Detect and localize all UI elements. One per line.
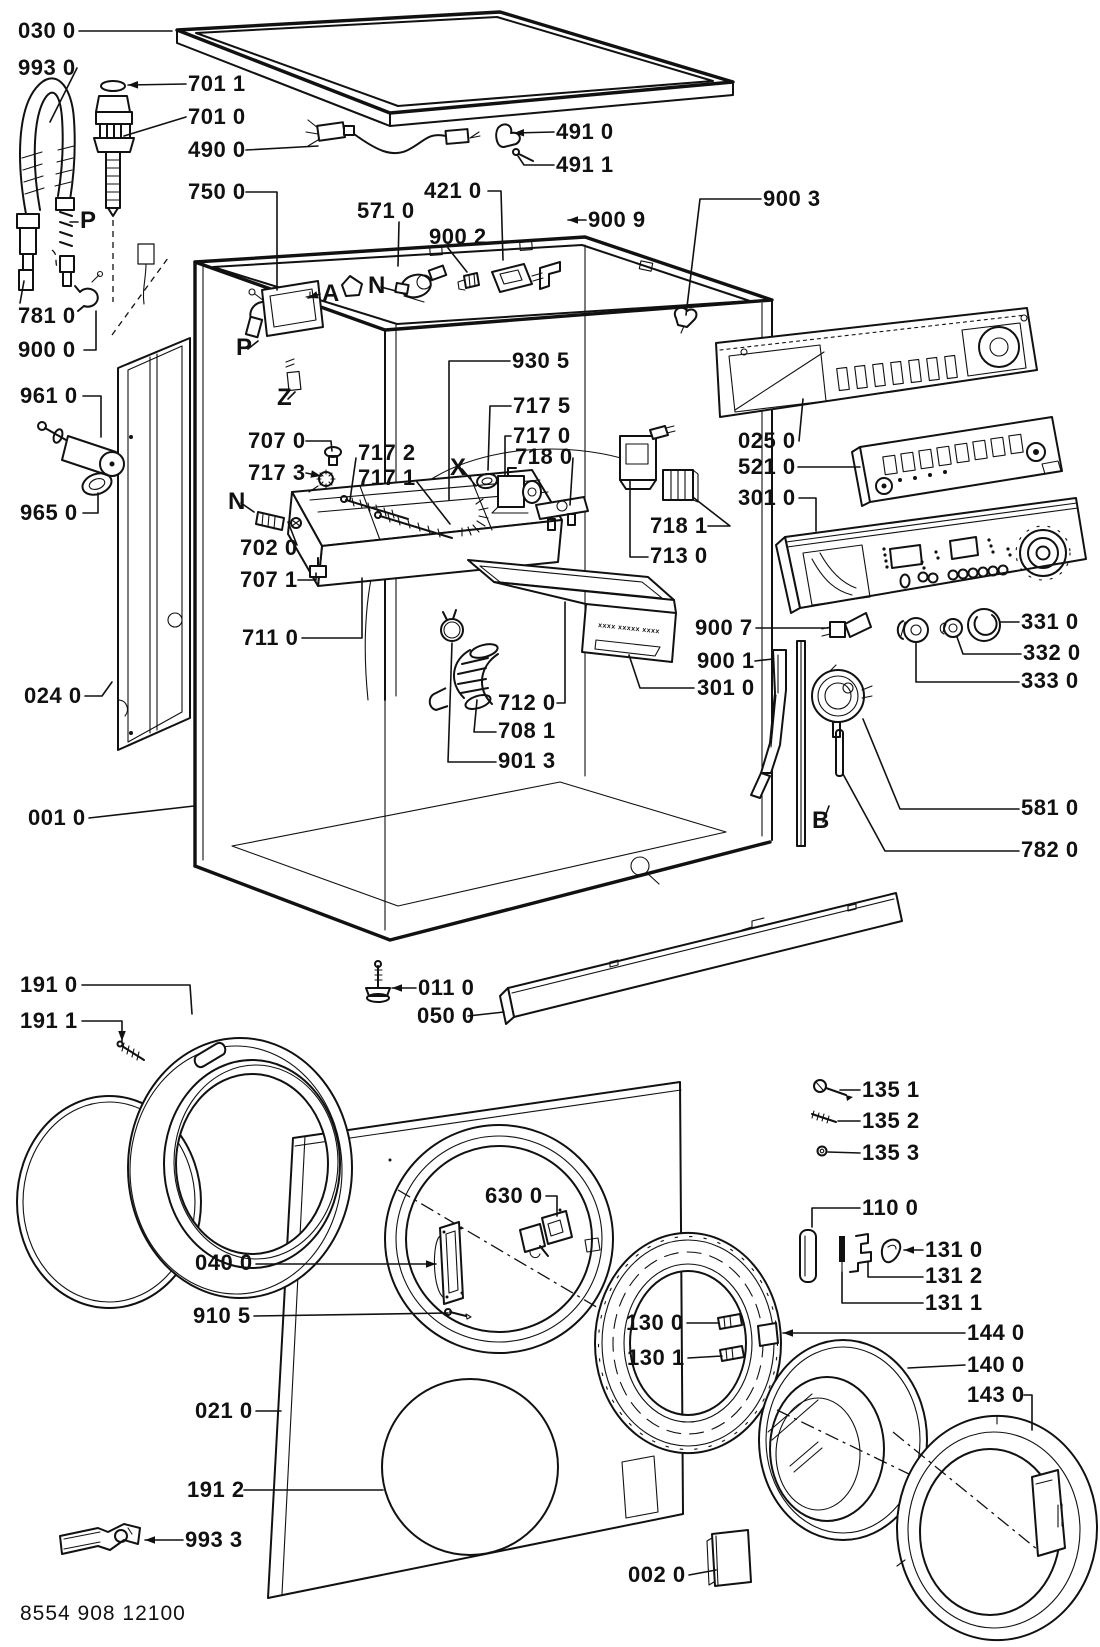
part-callout: 050 0 [417, 1003, 475, 1028]
part-callout: 331 0 [1021, 609, 1079, 634]
part-callout: 782 0 [1021, 837, 1079, 862]
part-callout: 707 1 [240, 567, 298, 592]
part-callout: 191 1 [20, 1008, 78, 1033]
leader-line [89, 806, 194, 818]
leader-arrowhead [145, 1536, 155, 1544]
part-callout: 301 0 [697, 675, 755, 700]
part-callout: 110 0 [862, 1195, 919, 1220]
leader-line [689, 1570, 716, 1575]
leader-line [85, 682, 112, 696]
reference-letter: P [236, 334, 253, 361]
leader-line [84, 311, 96, 350]
part-callout: 144 0 [967, 1320, 1025, 1345]
part-callout: 630 0 [485, 1183, 543, 1208]
part-callout: 900 9 [588, 207, 646, 232]
part-callout: 001 0 [28, 805, 86, 830]
part-callout: 571 0 [357, 198, 415, 223]
cover-flap [707, 1530, 751, 1586]
leader-line [246, 146, 318, 150]
part-callout: 708 1 [498, 718, 556, 743]
part-callout: 900 0 [18, 337, 76, 362]
console-frame [716, 308, 1037, 417]
wiring-harness [306, 120, 533, 161]
part-callout: 900 7 [695, 615, 753, 640]
control-fascia [776, 498, 1086, 613]
top-panel [177, 12, 733, 126]
leader-line [488, 406, 511, 470]
leader-arrowhead [783, 1329, 793, 1337]
stud-135-2 [812, 1111, 836, 1123]
part-callout: 143 0 [967, 1382, 1025, 1407]
leader-line [843, 774, 1019, 851]
part-callout: 717 3 [248, 460, 306, 485]
leader-line [799, 498, 816, 531]
part-callout: 701 1 [188, 71, 246, 96]
part-callout: 131 0 [925, 1237, 983, 1262]
leader-line [302, 578, 362, 638]
inner-door-ring [595, 1233, 781, 1453]
transit-bolt-tool [60, 1524, 140, 1554]
shock-absorber [38, 422, 124, 476]
part-callout: 135 2 [862, 1108, 920, 1133]
part-callout: 718 0 [515, 444, 573, 469]
part-callout: 712 0 [498, 690, 556, 715]
mounting-bracket [751, 641, 805, 846]
part-callout: 490 0 [188, 137, 246, 162]
inlet-valve [94, 81, 134, 302]
leader-line [398, 222, 399, 266]
pressure-switch [812, 665, 872, 737]
part-callout: 713 0 [650, 543, 708, 568]
leader-line [686, 199, 761, 315]
reference-letter: A [322, 280, 340, 307]
part-callout: 140 0 [967, 1352, 1025, 1377]
hinge-bushing-110 [800, 1230, 816, 1282]
side-panel [118, 338, 190, 750]
part-callout: 021 0 [195, 1398, 253, 1423]
part-callout: 900 2 [429, 224, 487, 249]
leader-line [124, 117, 186, 136]
part-callout: 025 0 [738, 428, 796, 453]
leader-line [246, 192, 277, 290]
leader-arrowhead [392, 984, 402, 992]
document-code: 8554 908 12100 [20, 1602, 186, 1625]
part-callout: 717 1 [358, 465, 416, 490]
plinth-panel [500, 893, 902, 1024]
reference-letter: P [80, 207, 97, 234]
leader-arrowhead [118, 1031, 126, 1041]
part-callout: 301 0 [738, 485, 796, 510]
part-callout: 191 2 [187, 1477, 245, 1502]
part-callout: 717 2 [358, 440, 416, 465]
part-callout: 135 1 [862, 1077, 920, 1102]
top-rim-parts [246, 262, 697, 391]
part-callout: 965 0 [20, 500, 78, 525]
part-callout: 030 0 [18, 18, 76, 43]
leader-line [828, 1152, 860, 1153]
part-callout: 024 0 [24, 683, 82, 708]
part-callout: 191 0 [20, 972, 78, 997]
part-callout: 131 1 [925, 1290, 983, 1315]
part-callout: 521 0 [738, 454, 796, 479]
leader-arrowhead [128, 81, 138, 89]
hinge-pin-131-1 [839, 1236, 845, 1272]
reference-letter: B [812, 807, 830, 834]
leader-line [630, 480, 648, 557]
leader-line [863, 719, 1019, 809]
leader-line [557, 602, 565, 703]
leader-line [755, 659, 773, 661]
part-callout: 711 0 [242, 625, 299, 650]
part-callout: 781 0 [18, 303, 76, 328]
door-interlock-switch [822, 613, 871, 637]
reference-letter: N [228, 488, 246, 515]
leader-line [688, 1356, 722, 1358]
part-callout: 993 0 [18, 55, 76, 80]
leader-arrowhead [904, 1246, 914, 1254]
part-callout: 993 3 [185, 1527, 243, 1552]
leader-line [908, 1365, 965, 1368]
part-callout: 011 0 [418, 975, 475, 1000]
leader-arrowhead [568, 216, 578, 224]
leader-line [83, 493, 98, 513]
control-board [852, 417, 1062, 506]
part-callout: 750 0 [188, 179, 246, 204]
hinge-lever-131-0 [882, 1240, 900, 1262]
part-callout: 900 3 [763, 186, 821, 211]
eyelet-135-3 [818, 1147, 827, 1156]
part-callout: 718 1 [650, 513, 708, 538]
adjustable-foot [366, 961, 390, 1002]
part-callout: 333 0 [1021, 668, 1079, 693]
part-callout: 901 3 [498, 748, 556, 773]
leader-line [82, 985, 192, 1014]
part-callout: 910 5 [193, 1303, 251, 1328]
part-callout: 930 5 [512, 348, 570, 373]
part-callout: 900 1 [697, 648, 755, 673]
leader-line [868, 1262, 923, 1277]
part-callout: 581 0 [1021, 795, 1079, 820]
part-callout: 701 0 [188, 104, 246, 129]
part-callout: 002 0 [628, 1562, 686, 1587]
part-callout: 491 0 [556, 119, 614, 144]
part-callout: 130 0 [626, 1310, 684, 1335]
reference-letter: N [368, 272, 386, 299]
part-callout: 717 0 [513, 423, 571, 448]
capacitor-module [663, 470, 698, 502]
drawer-front-print: xxxx xxxxx xxxx [597, 622, 661, 636]
part-callout: 421 0 [424, 178, 482, 203]
leader-line [916, 643, 1019, 682]
part-callout: 961 0 [20, 383, 78, 408]
leader-line [518, 156, 554, 165]
detergent-drawer [468, 560, 676, 662]
reference-letter: Z [277, 384, 292, 411]
part-callout: 491 1 [556, 152, 614, 177]
part-callout: 332 0 [1023, 640, 1081, 665]
door-ring-screw [118, 1042, 145, 1061]
knob-and-buttons [898, 609, 1000, 642]
part-callout: 131 2 [925, 1263, 983, 1288]
part-callout: 040 0 [195, 1250, 253, 1275]
leader-line [82, 1021, 122, 1041]
part-callout: 130 1 [627, 1345, 685, 1370]
part-callout: 702 0 [240, 535, 298, 560]
part-callout: 135 3 [862, 1140, 920, 1165]
hose-clamp [75, 244, 295, 311]
part-callout: 707 0 [248, 428, 306, 453]
leader-line [83, 396, 101, 437]
leader-line [812, 1208, 860, 1227]
part-callout: 717 5 [513, 393, 571, 418]
reference-letter: X [450, 454, 467, 481]
bellows-hose [430, 610, 499, 712]
